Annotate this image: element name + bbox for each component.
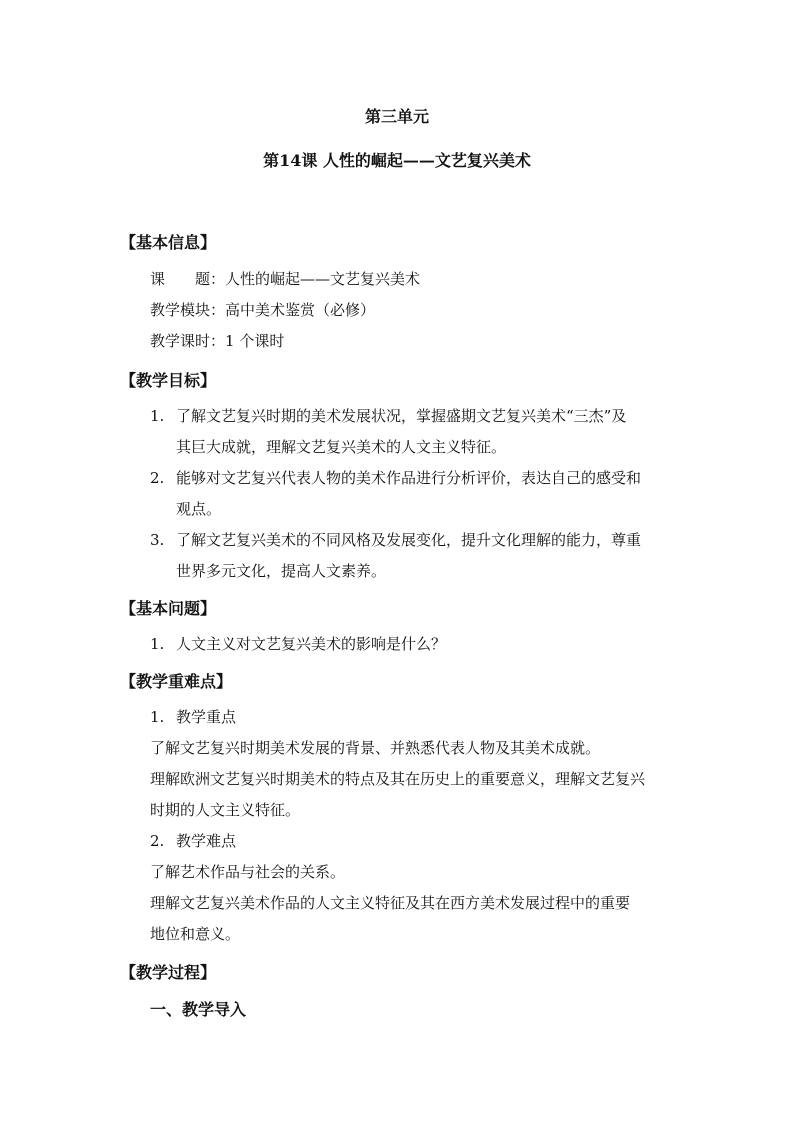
hours-label: 教学课时： [150, 332, 226, 350]
objective-2-line-1 [150, 467, 641, 488]
topic-row [150, 268, 420, 289]
hours-row [150, 330, 284, 351]
objective-3-number: 3. [150, 531, 165, 549]
difficulty-subheading [150, 830, 236, 851]
difficulty-label: 教学难点 [176, 832, 237, 850]
difficulty-line-2: 理解文艺复兴美术作品的人文主义特征及其在西方美术发展过程中的重要 [150, 894, 631, 912]
hours-value: 1 个课时 [225, 332, 285, 350]
topic-label: 课 题： [150, 270, 226, 288]
objectives-heading: 【教学目标】 [120, 371, 217, 390]
module-label: 教学模块： [150, 301, 226, 319]
lesson-title: 第14课 人性的崛起——文艺复兴美术 [263, 151, 531, 170]
focus-number: 1. [150, 708, 165, 726]
difficulty-line-3: 地位和意义。 [150, 925, 241, 943]
focus-line-2: 理解欧洲文艺复兴时期美术的特点及其在历史上的重要意义，理解文艺复兴 [150, 770, 646, 788]
objective-3-line-1 [150, 529, 641, 550]
basic-info-heading: 【基本信息】 [120, 233, 217, 252]
objective-1-text-a: 了解文艺复兴时期的美术发展状况，掌握盛期文艺复兴美术“三杰”及 [176, 407, 627, 425]
process-section-1: 一、教学导入 [150, 1000, 247, 1019]
topic-value: 人性的崛起——文艺复兴美术 [225, 270, 421, 288]
module-value: 高中美术鉴赏（必修） [225, 301, 376, 319]
objective-1-number: 1. [150, 407, 165, 425]
objective-1-line-1 [150, 405, 626, 426]
key-points-heading: 【教学重难点】 [120, 672, 233, 691]
difficulty-line-1: 了解艺术作品与社会的关系。 [150, 863, 346, 881]
question-1-text: 人文主义对文艺复兴美术的影响是什么？ [176, 635, 447, 653]
module-row [150, 299, 375, 320]
unit-title: 第三单元 [364, 107, 429, 126]
process-heading: 【教学过程】 [120, 963, 217, 982]
objective-2-text-b: 观点。 [176, 500, 222, 518]
difficulty-number: 2. [150, 832, 165, 850]
focus-label: 教学重点 [176, 708, 237, 726]
question-1 [150, 633, 446, 654]
objective-2-number: 2. [150, 469, 165, 487]
questions-heading: 【基本问题】 [120, 599, 217, 618]
focus-subheading [150, 706, 236, 727]
question-1-number: 1. [150, 635, 165, 653]
focus-line-1: 了解文艺复兴时期美术发展的背景、并熟悉代表人物及其美术成就。 [150, 739, 601, 757]
objective-2-text-a: 能够对文艺复兴代表人物的美术作品进行分析评价，表达自己的感受和 [176, 469, 642, 487]
objective-3-text-a: 了解文艺复兴美术的不同风格及发展变化，提升文化理解的能力，尊重 [176, 531, 642, 549]
focus-line-3: 时期的人文主义特征。 [150, 801, 301, 819]
objective-1-text-b: 其巨大成就，理解文艺复兴美术的人文主义特征。 [176, 438, 507, 456]
objective-3-text-b: 世界多元文化，提高人文素养。 [176, 562, 387, 580]
